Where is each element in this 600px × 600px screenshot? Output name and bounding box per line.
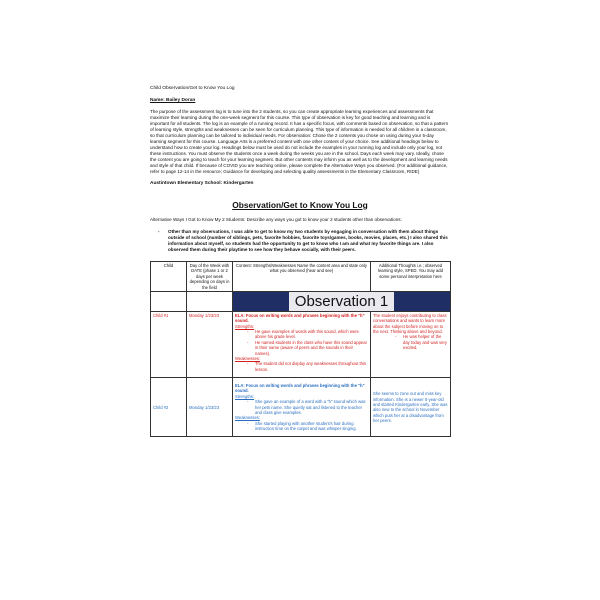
- content-cell: [233, 311, 371, 377]
- item-dash: -: [395, 334, 397, 340]
- item-dash: -: [247, 329, 249, 335]
- alternative-ways-text: Other than my observations, I was able to get to know my two students by engaging in conversation with them about things outside of school (number of siblings, pets, favorite hobbies, favorite toys/games, books, movies, places, etc.) I also shared this information about myself, so students had the opportunity to get to know who I am and what my favorite things are. I also observed them during their playtime to see how they behave socially, with their peers.: [168, 228, 448, 253]
- item-dash: -: [247, 361, 249, 367]
- header-day: Day of the Week with DATE (phase 1 or 2 days per week depending on days in the field: [187, 262, 233, 292]
- strengths-label: Strengths:: [235, 393, 255, 399]
- observation-banner: [233, 291, 451, 311]
- school-line: Austintown Elementary School: Kindergarten: [150, 181, 254, 187]
- observation-banner-row: [151, 291, 451, 311]
- item-text: He named students in the class who have this sound appear in their name (aware of peers and the sounds in their names).: [255, 339, 367, 356]
- item-text: She started playing with another student's hair during instruction time on the carpet and was whisper singing.: [255, 420, 357, 432]
- table-header-row: [151, 262, 451, 292]
- list-item: [247, 329, 368, 340]
- content-cell: [233, 378, 371, 437]
- item-dash: -: [247, 339, 249, 345]
- alternative-ways-prompt: Alternative Ways I Got to Know My 2 Students: Describe any ways you got to know your 2 students other than observations:: [150, 216, 402, 222]
- alternative-ways-answer: [158, 229, 450, 253]
- strengths-label: Strengths:: [235, 323, 255, 329]
- document-page: [150, 86, 450, 437]
- thoughts-text: She seems to zone out and miss key information. She is a newer 5-year-old and started Kindergarten early. She was also new to the school in November which puts her at a disadvantage from her peers.: [373, 391, 448, 424]
- list-item: [247, 421, 368, 432]
- weaknesses-label: Weaknesses:: [235, 355, 261, 361]
- document-title: Child Observation/Get to Know You Log: [150, 86, 235, 91]
- observation-banner-label: Observation 1: [289, 292, 394, 311]
- thoughts-cell: [371, 378, 451, 437]
- thoughts-text: The student enjoys contributing to class conversations and wants to learn more about the subject before moving on to the next. Thinking above and beyond.: [373, 312, 447, 335]
- item-text: He gave examples of words with this sound, which were above his grade level.: [255, 329, 359, 340]
- header-child: Child: [151, 262, 187, 292]
- list-item: [247, 361, 368, 372]
- header-content: Content: Strengths/Weaknesses Name the content area and state only what you observed (hear and see): [233, 262, 371, 292]
- student-name: Name: Bailey Doran: [150, 98, 196, 104]
- table-row: [151, 378, 451, 437]
- banner-spacer: [151, 291, 187, 311]
- item-dash: -: [247, 420, 249, 426]
- day-cell: Monday 1/23/23: [187, 378, 233, 437]
- bullet-dash: -: [158, 228, 160, 234]
- purpose-paragraph: The purpose of the assessment log is to tune into the 2 students, so you can create appropriate learning experiences and assessments that maximize their learning during the one-week segment for this course. This type of observation is key for good teaching and learning and is important for all students. The log is an example of a running record. It has a specific focus, with comments based on observation, so that a pattern of learning style, strengths and weaknesses can be seen for curriculum planning. This type of information is needed for all children in a classroom, so that curriculum planning can be tailored to individual needs. For observation: Chose the 2 contents you chose on using during your 5-day learning segment for this course. Language Arts is a preferred content with one other content of your choice. See additional headings below to understand how to create your log. Headings below must be used do not include the examples in your running log and include only your log, not these instructions. You must observe the students once a week during the weeks you are in the school. Days each week may vary. Ideally, chose the content you are going to teach for your learning segment. But other contents may inform you as well as to the development and learning needs and style of that child. If because of COVID you are teaching online, please complete the Alternative Ways you observed. (For additional guidance, refer to page 12-14 in the resource; Guidance for developing and selecting quality assessments in the Elementary Classroom, RIDE): [150, 108, 449, 175]
- banner-spacer: [187, 291, 233, 311]
- item-text: He was helper of the day today and was very excited.: [403, 334, 447, 351]
- item-text: The student did not display any weaknesses throughout this lesson.: [255, 361, 367, 372]
- focus-line: ELA: Focus on writing words and phrases beginning with the "h" sound.: [235, 383, 365, 394]
- list-item: [247, 340, 368, 356]
- item-text: She gave an example of a word with a "h" sound which was her pets name. She quietly sat and listened to the teacher and class give examples.: [255, 399, 366, 415]
- child-cell: Child #2: [151, 378, 187, 437]
- item-dash: -: [247, 399, 249, 405]
- focus-line: ELA: Focus on writing words and phrases beginning with the "h" sound.: [235, 312, 365, 324]
- list-item: [247, 399, 368, 415]
- observation-table: [150, 261, 451, 437]
- header-thoughts: Additional Thoughts i.e.; observed learning style, SPED. You may add some personal interpretation here: [371, 262, 451, 292]
- list-item: [395, 334, 448, 350]
- log-heading: Observation/Get to Know You Log: [232, 199, 368, 210]
- table-row: [151, 311, 451, 377]
- day-cell: Monday 1/23/23: [187, 311, 233, 377]
- thoughts-cell: [371, 311, 451, 377]
- weaknesses-label: Weaknesses:: [235, 415, 261, 421]
- child-cell: Child #1: [151, 311, 187, 377]
